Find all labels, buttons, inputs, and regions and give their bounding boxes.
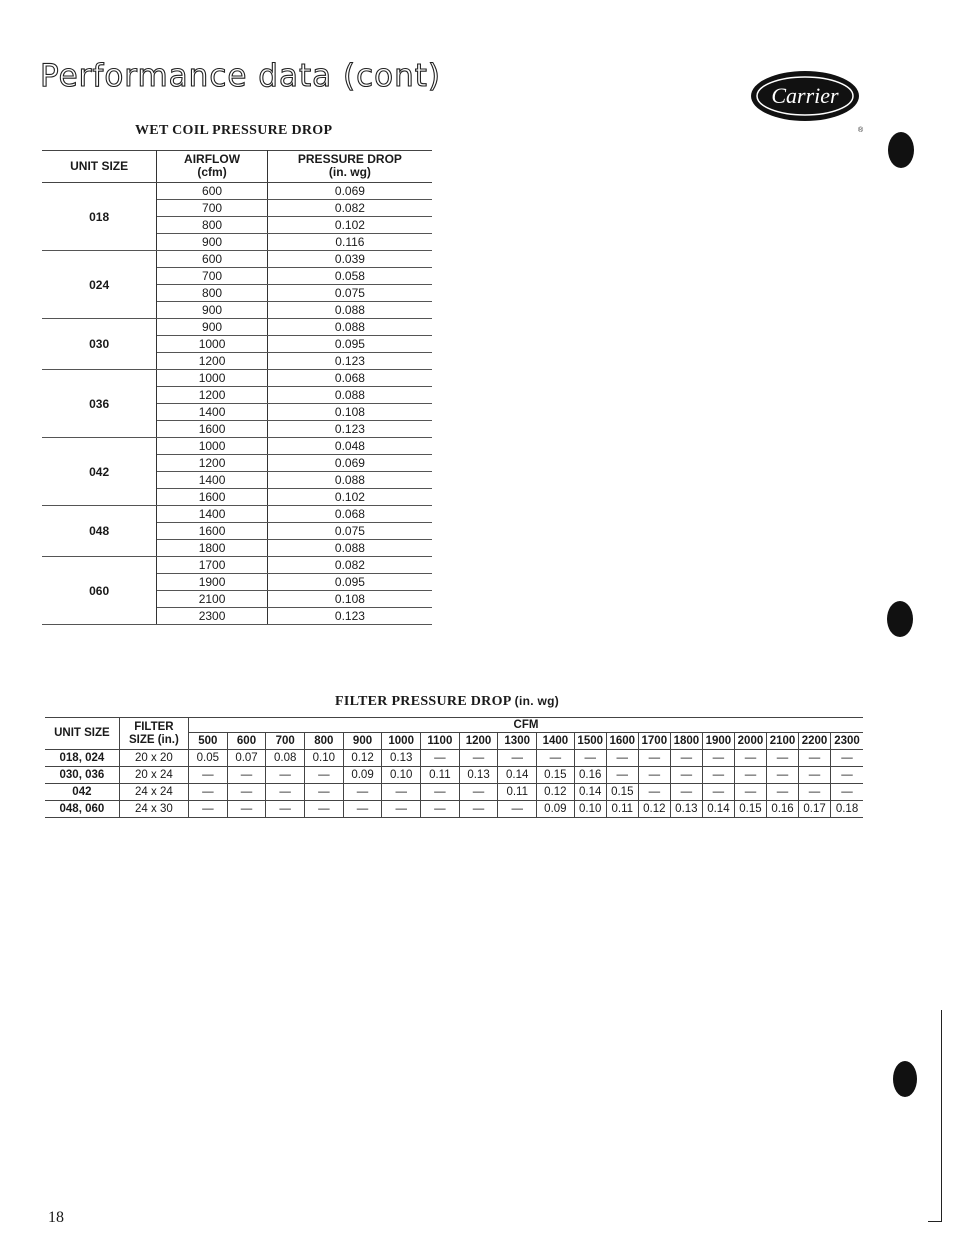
- pressure-drop-cell: —: [537, 750, 575, 767]
- pressure-drop-cell: —: [638, 750, 670, 767]
- header-cfm: CFM: [189, 718, 864, 733]
- pressure-drop-cell: 0.08: [266, 750, 305, 767]
- airflow-cell: 800: [157, 285, 268, 302]
- table-row: [42, 438, 432, 455]
- table-row: [45, 750, 863, 767]
- pressure-drop-cell: —: [670, 784, 702, 801]
- airflow-cell: 1600: [157, 523, 268, 540]
- scan-edge-line: [941, 1010, 942, 1222]
- pressure-drop-cell: —: [574, 750, 606, 767]
- pressure-drop-cell: 0.075: [267, 285, 432, 302]
- pressure-drop-cell: —: [266, 784, 305, 801]
- pressure-drop-cell: —: [498, 801, 537, 818]
- pressure-drop-cell: —: [638, 767, 670, 784]
- cfm-column-header: 1000: [382, 733, 421, 750]
- page-title: Performance data (cont): [40, 58, 441, 94]
- pressure-drop-cell: 0.15: [537, 767, 575, 784]
- cfm-column-header: 1600: [606, 733, 638, 750]
- table-row: [45, 801, 863, 818]
- airflow-cell: 900: [157, 302, 268, 319]
- airflow-cell: 2100: [157, 591, 268, 608]
- pressure-drop-cell: 0.088: [267, 472, 432, 489]
- cfm-column-header: 1200: [459, 733, 498, 750]
- pressure-drop-cell: 0.11: [498, 784, 537, 801]
- pressure-drop-cell: 0.075: [267, 523, 432, 540]
- pressure-drop-cell: —: [266, 801, 305, 818]
- airflow-cell: 2300: [157, 608, 268, 625]
- airflow-cell: 1700: [157, 557, 268, 574]
- airflow-cell: 1000: [157, 370, 268, 387]
- pressure-drop-cell: 0.039: [267, 251, 432, 268]
- pressure-drop-cell: 0.12: [343, 750, 382, 767]
- pressure-drop-cell: —: [766, 750, 798, 767]
- scan-edge-corner: [928, 1221, 942, 1222]
- table-row: [42, 370, 432, 387]
- pressure-drop-cell: —: [459, 784, 498, 801]
- pressure-drop-cell: 0.07: [227, 750, 266, 767]
- pressure-drop-cell: —: [382, 801, 421, 818]
- pressure-drop-cell: —: [702, 784, 734, 801]
- pressure-drop-cell: 0.108: [267, 404, 432, 421]
- pressure-drop-cell: —: [305, 784, 344, 801]
- pressure-drop-cell: —: [766, 767, 798, 784]
- pressure-drop-cell: —: [799, 750, 831, 767]
- airflow-cell: 1900: [157, 574, 268, 591]
- pressure-drop-cell: —: [459, 750, 498, 767]
- pressure-drop-cell: —: [831, 784, 863, 801]
- cfm-column-header: 1700: [638, 733, 670, 750]
- cfm-column-header: 2000: [734, 733, 766, 750]
- pressure-drop-cell: —: [606, 750, 638, 767]
- pressure-drop-cell: 0.069: [267, 455, 432, 472]
- pressure-drop-cell: —: [702, 750, 734, 767]
- pressure-drop-cell: 0.09: [537, 801, 575, 818]
- pressure-drop-cell: —: [734, 767, 766, 784]
- table-row: [45, 767, 863, 784]
- filter-size-cell: 24 x 24: [119, 784, 188, 801]
- unit-size-cell: 060: [42, 557, 157, 625]
- pressure-drop-cell: —: [421, 750, 460, 767]
- pressure-drop-cell: 0.12: [537, 784, 575, 801]
- pressure-drop-cell: 0.088: [267, 302, 432, 319]
- airflow-cell: 600: [157, 183, 268, 200]
- unit-size-cell: 036: [42, 370, 157, 438]
- unit-size-cell: 048: [42, 506, 157, 557]
- pressure-drop-cell: —: [831, 767, 863, 784]
- unit-size-cell: 048, 060: [45, 801, 119, 818]
- cfm-column-header: 1400: [537, 733, 575, 750]
- pressure-drop-cell: 0.058: [267, 268, 432, 285]
- pressure-drop-cell: 0.048: [267, 438, 432, 455]
- pressure-drop-cell: —: [382, 784, 421, 801]
- pressure-drop-cell: —: [702, 767, 734, 784]
- pressure-drop-cell: 0.082: [267, 200, 432, 217]
- punch-hole-top: [888, 132, 914, 168]
- airflow-cell: 1400: [157, 472, 268, 489]
- airflow-cell: 1400: [157, 404, 268, 421]
- pressure-drop-cell: 0.10: [382, 767, 421, 784]
- pressure-drop-cell: 0.18: [831, 801, 863, 818]
- table-row: [42, 557, 432, 574]
- pressure-drop-cell: 0.13: [670, 801, 702, 818]
- pressure-drop-cell: —: [831, 750, 863, 767]
- pressure-drop-cell: —: [227, 801, 266, 818]
- airflow-cell: 600: [157, 251, 268, 268]
- pressure-drop-cell: 0.095: [267, 336, 432, 353]
- carrier-logo: [750, 70, 860, 122]
- filter-size-cell: 20 x 24: [119, 767, 188, 784]
- registered-mark: ®: [858, 127, 864, 134]
- pressure-drop-cell: —: [305, 767, 344, 784]
- pressure-drop-cell: 0.14: [702, 801, 734, 818]
- table-row: [42, 506, 432, 523]
- unit-size-cell: 018, 024: [45, 750, 119, 767]
- pressure-drop-cell: —: [766, 784, 798, 801]
- pressure-drop-cell: 0.16: [766, 801, 798, 818]
- filter-size-cell: 24 x 30: [119, 801, 188, 818]
- airflow-cell: 1200: [157, 455, 268, 472]
- unit-size-cell: 018: [42, 183, 157, 251]
- cfm-column-header: 1100: [421, 733, 460, 750]
- cfm-column-header: 1500: [574, 733, 606, 750]
- pressure-drop-cell: 0.082: [267, 557, 432, 574]
- pressure-drop-cell: —: [227, 767, 266, 784]
- cfm-column-header: 2300: [831, 733, 863, 750]
- cfm-column-header: 500: [189, 733, 228, 750]
- airflow-cell: 700: [157, 268, 268, 285]
- pressure-drop-cell: —: [734, 784, 766, 801]
- filter-pressure-drop-table: [45, 717, 863, 818]
- pressure-drop-cell: 0.123: [267, 608, 432, 625]
- pressure-drop-cell: —: [670, 767, 702, 784]
- pressure-drop-cell: —: [189, 784, 228, 801]
- pressure-drop-cell: 0.11: [606, 801, 638, 818]
- airflow-cell: 1800: [157, 540, 268, 557]
- pressure-drop-cell: 0.05: [189, 750, 228, 767]
- pressure-drop-cell: —: [459, 801, 498, 818]
- pressure-drop-cell: 0.15: [606, 784, 638, 801]
- pressure-drop-cell: 0.116: [267, 234, 432, 251]
- cfm-column-header: 800: [305, 733, 344, 750]
- table-row: [45, 784, 863, 801]
- wet-coil-title: WET COIL PRESSURE DROP: [135, 123, 333, 138]
- airflow-cell: 900: [157, 234, 268, 251]
- punch-hole-bottom: [893, 1061, 917, 1097]
- unit-size-cell: 030, 036: [45, 767, 119, 784]
- airflow-cell: 1200: [157, 387, 268, 404]
- page-number: 18: [48, 1209, 64, 1226]
- pressure-drop-cell: —: [498, 750, 537, 767]
- unit-size-cell: 030: [42, 319, 157, 370]
- pressure-drop-cell: 0.14: [498, 767, 537, 784]
- airflow-cell: 1400: [157, 506, 268, 523]
- pressure-drop-cell: —: [670, 750, 702, 767]
- header-airflow: AIRFLOW (cfm): [157, 151, 268, 183]
- airflow-cell: 900: [157, 319, 268, 336]
- pressure-drop-cell: —: [799, 767, 831, 784]
- pressure-drop-cell: 0.13: [382, 750, 421, 767]
- logo-wordmark: Carrier: [771, 83, 839, 108]
- pressure-drop-cell: —: [305, 801, 344, 818]
- pressure-drop-cell: 0.068: [267, 506, 432, 523]
- airflow-cell: 1000: [157, 336, 268, 353]
- pressure-drop-cell: 0.088: [267, 387, 432, 404]
- pressure-drop-cell: 0.102: [267, 217, 432, 234]
- airflow-cell: 800: [157, 217, 268, 234]
- cfm-column-header: 1800: [670, 733, 702, 750]
- cfm-column-header: 1300: [498, 733, 537, 750]
- pressure-drop-cell: 0.10: [305, 750, 344, 767]
- filter-title: FILTER PRESSURE DROP (in. wg): [335, 694, 560, 709]
- pressure-drop-cell: 0.108: [267, 591, 432, 608]
- header-unit-size: UNIT SIZE: [45, 718, 119, 750]
- pressure-drop-cell: 0.14: [574, 784, 606, 801]
- pressure-drop-cell: —: [606, 767, 638, 784]
- pressure-drop-cell: —: [266, 767, 305, 784]
- header-unit-size: UNIT SIZE: [42, 151, 157, 183]
- pressure-drop-cell: —: [734, 750, 766, 767]
- airflow-cell: 1600: [157, 421, 268, 438]
- cfm-column-header: 600: [227, 733, 266, 750]
- airflow-cell: 700: [157, 200, 268, 217]
- cfm-column-header: 2100: [766, 733, 798, 750]
- pressure-drop-cell: —: [421, 801, 460, 818]
- unit-size-cell: 042: [42, 438, 157, 506]
- pressure-drop-cell: —: [421, 784, 460, 801]
- pressure-drop-cell: 0.17: [799, 801, 831, 818]
- wet-coil-pressure-drop-table: [42, 150, 432, 625]
- airflow-cell: 1000: [157, 438, 268, 455]
- pressure-drop-cell: 0.095: [267, 574, 432, 591]
- pressure-drop-cell: —: [189, 801, 228, 818]
- unit-size-cell: 024: [42, 251, 157, 319]
- punch-hole-middle: [887, 601, 913, 637]
- pressure-drop-cell: 0.15: [734, 801, 766, 818]
- filter-size-cell: 20 x 20: [119, 750, 188, 767]
- pressure-drop-cell: —: [799, 784, 831, 801]
- pressure-drop-cell: 0.11: [421, 767, 460, 784]
- header-filter-size: FILTER SIZE (in.): [119, 718, 188, 750]
- pressure-drop-cell: 0.069: [267, 183, 432, 200]
- pressure-drop-cell: 0.088: [267, 540, 432, 557]
- pressure-drop-cell: 0.088: [267, 319, 432, 336]
- table-row: [42, 251, 432, 268]
- pressure-drop-cell: —: [189, 767, 228, 784]
- pressure-drop-cell: —: [343, 784, 382, 801]
- pressure-drop-cell: 0.068: [267, 370, 432, 387]
- pressure-drop-cell: —: [227, 784, 266, 801]
- pressure-drop-cell: —: [343, 801, 382, 818]
- pressure-drop-cell: 0.12: [638, 801, 670, 818]
- airflow-cell: 1600: [157, 489, 268, 506]
- pressure-drop-cell: 0.102: [267, 489, 432, 506]
- table-row: [42, 319, 432, 336]
- pressure-drop-cell: 0.16: [574, 767, 606, 784]
- unit-size-cell: 042: [45, 784, 119, 801]
- pressure-drop-cell: 0.123: [267, 421, 432, 438]
- cfm-column-header: 700: [266, 733, 305, 750]
- cfm-column-header: 1900: [702, 733, 734, 750]
- cfm-column-header: 900: [343, 733, 382, 750]
- table-row: [42, 183, 432, 200]
- airflow-cell: 1200: [157, 353, 268, 370]
- header-pressure-drop: PRESSURE DROP (in. wg): [267, 151, 432, 183]
- pressure-drop-cell: 0.123: [267, 353, 432, 370]
- pressure-drop-cell: 0.09: [343, 767, 382, 784]
- pressure-drop-cell: —: [638, 784, 670, 801]
- cfm-column-header: 2200: [799, 733, 831, 750]
- pressure-drop-cell: 0.13: [459, 767, 498, 784]
- pressure-drop-cell: 0.10: [574, 801, 606, 818]
